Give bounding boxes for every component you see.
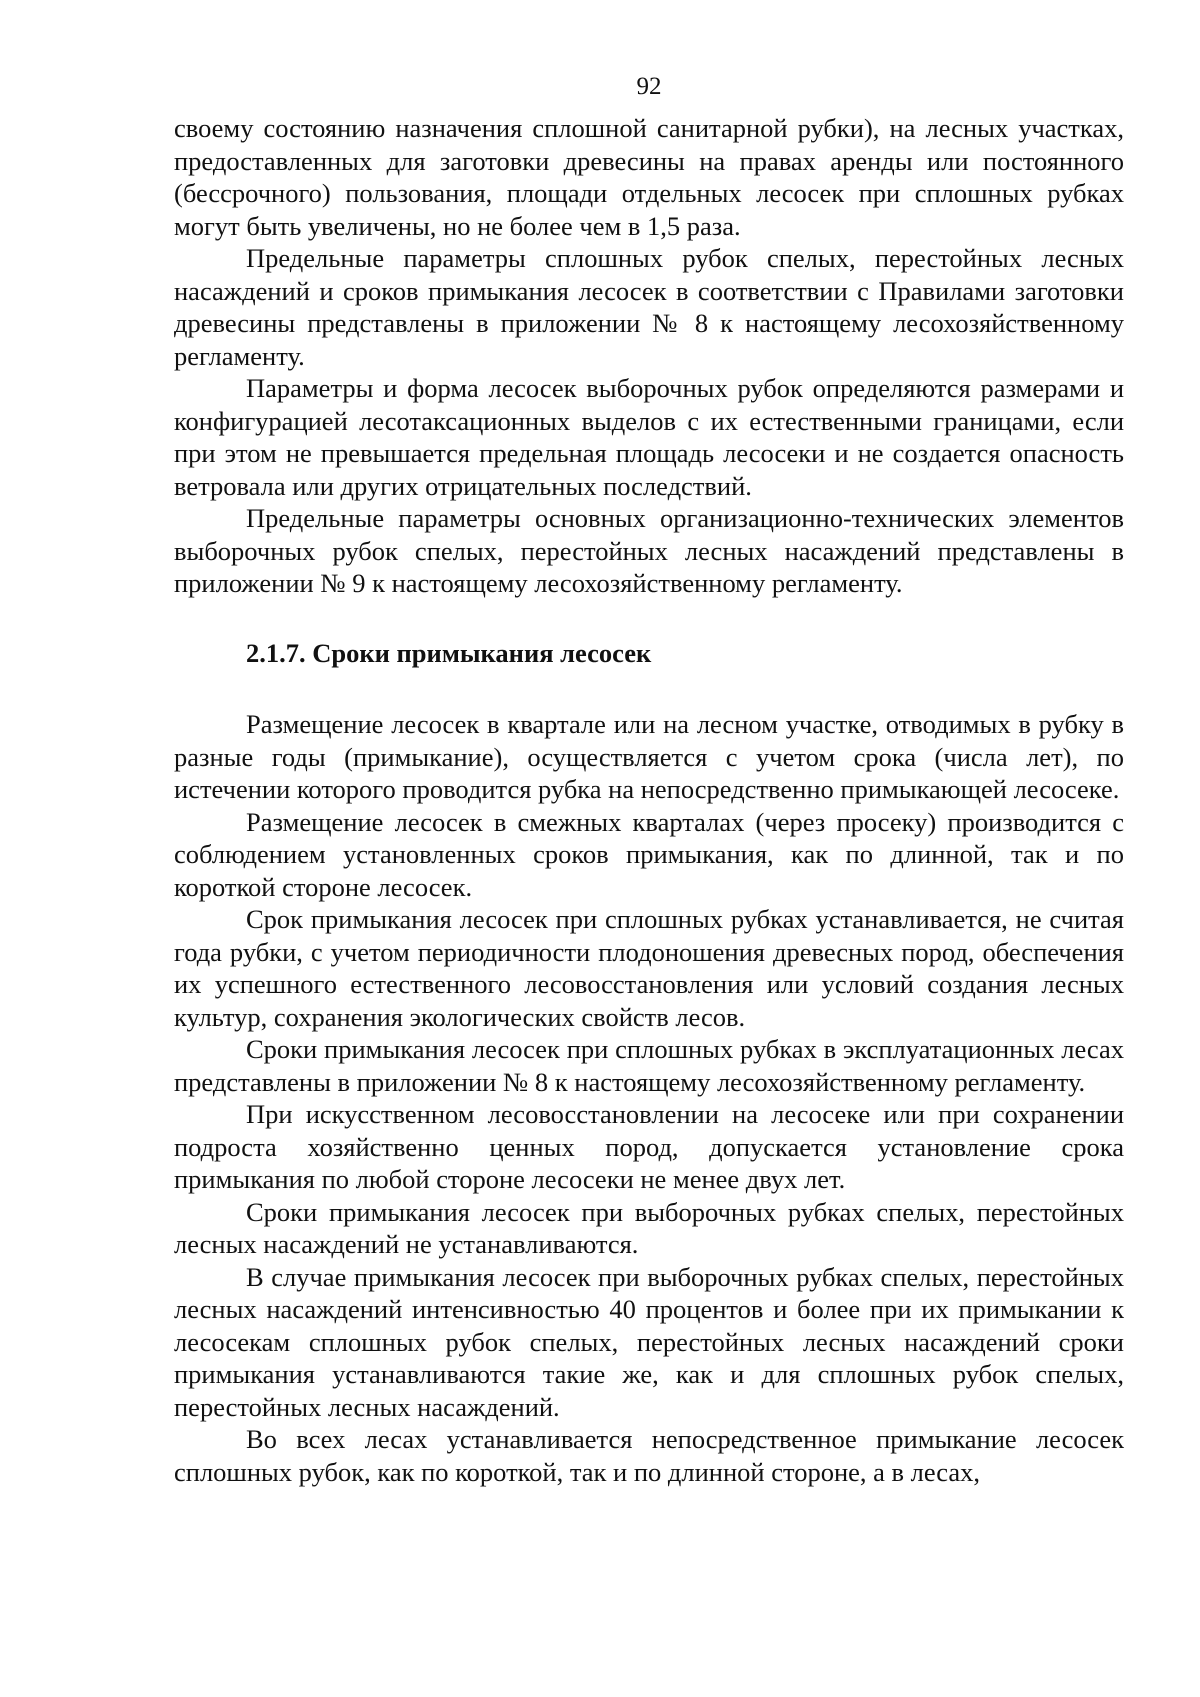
paragraph-continuation: своему состоянию назначения сплошной санитарной рубки), на лесных участках, предоставленных для заготовки древесины на правах аренды или постоянного (бессрочного) пользования, площади отдельных лесосек при сплошных рубках могут быть увеличены, но не более чем в 1,5 раза. <box>174 113 1124 241</box>
page-number: 92 <box>636 73 662 100</box>
paragraph: В случае примыкания лесосек при выборочных рубках спелых, перестойных лесных насаждений интенсивностью 40 процентов и более при их примыкании к лесосекам сплошных рубок спелых, перестойных лесных насаждений сроки примыкания устанавливаются такие же, как и для сплошных рубок спелых, перестойных лесных насаждений. <box>174 1261 1124 1422</box>
document-page <box>174 70 1124 1488</box>
paragraph: Размещение лесосек в смежных кварталах (через просеку) производится с соблюдением установленных сроков примыкания, как по длинной, так и по короткой стороне лесосек. <box>174 806 1124 902</box>
paragraph: При искусственном лесовосстановлении на лесосеке или при сохранении подроста хозяйственно ценных пород, допускается установление срока примыкания по любой стороне лесосеки не менее двух лет. <box>174 1099 1124 1194</box>
paragraph: Параметры и форма лесосек выборочных рубок определяются размерами и конфигурацией лесотаксационных выделов с их естественными границами, если при этом не превышается предельная площадь лесосеки и не создается опасность ветровала или других отрицательных последствий. <box>174 373 1124 501</box>
paragraph: Размещение лесосек в квартале или на лесном участке, отводимых в рубку в разные годы (примыкание), осуществляется с учетом срока (числа лет), по истечении которого проводится рубка на непосредственно примыкающей лесосеке. <box>174 709 1124 804</box>
paragraph-trailing: Во всех лесах устанавливается непосредственное примыкание лесосек сплошных рубок, как по короткой, так и по длинной стороне, а в лесах, <box>174 1424 1124 1487</box>
paragraph: Сроки примыкания лесосек при выборочных рубках спелых, перестойных лесных насаждений не устанавливаются. <box>174 1196 1124 1259</box>
paragraph: Сроки примыкания лесосек при сплошных рубках в эксплуатационных лесах представлены в приложении № 8 к настоящему лесохозяйственному регламенту. <box>174 1034 1124 1097</box>
paragraph: Предельные параметры сплошных рубок спелых, перестойных лесных насаждений и сроков примыкания лесосек в соответствии с Правилами заготовки древесины представлены в приложении № 8 к настоящему лесохозяйственному регламенту. <box>174 243 1124 371</box>
paragraph: Срок примыкания лесосек при сплошных рубках устанавливается, не считая года рубки, с учетом периодичности плодоношения древесных пород, обеспечения их успешного естественного лесовосстановления или условий создания лесных культур, сохранения экологических свойств лесов. <box>174 904 1124 1032</box>
paragraph: Предельные параметры основных организационно-технических элементов выборочных рубок спелых, перестойных лесных насаждений представлены в приложении № 9 к настоящему лесохозяйственному регламенту. <box>174 503 1124 598</box>
section-heading: 2.1.7. Сроки примыкания лесосек <box>246 637 652 668</box>
